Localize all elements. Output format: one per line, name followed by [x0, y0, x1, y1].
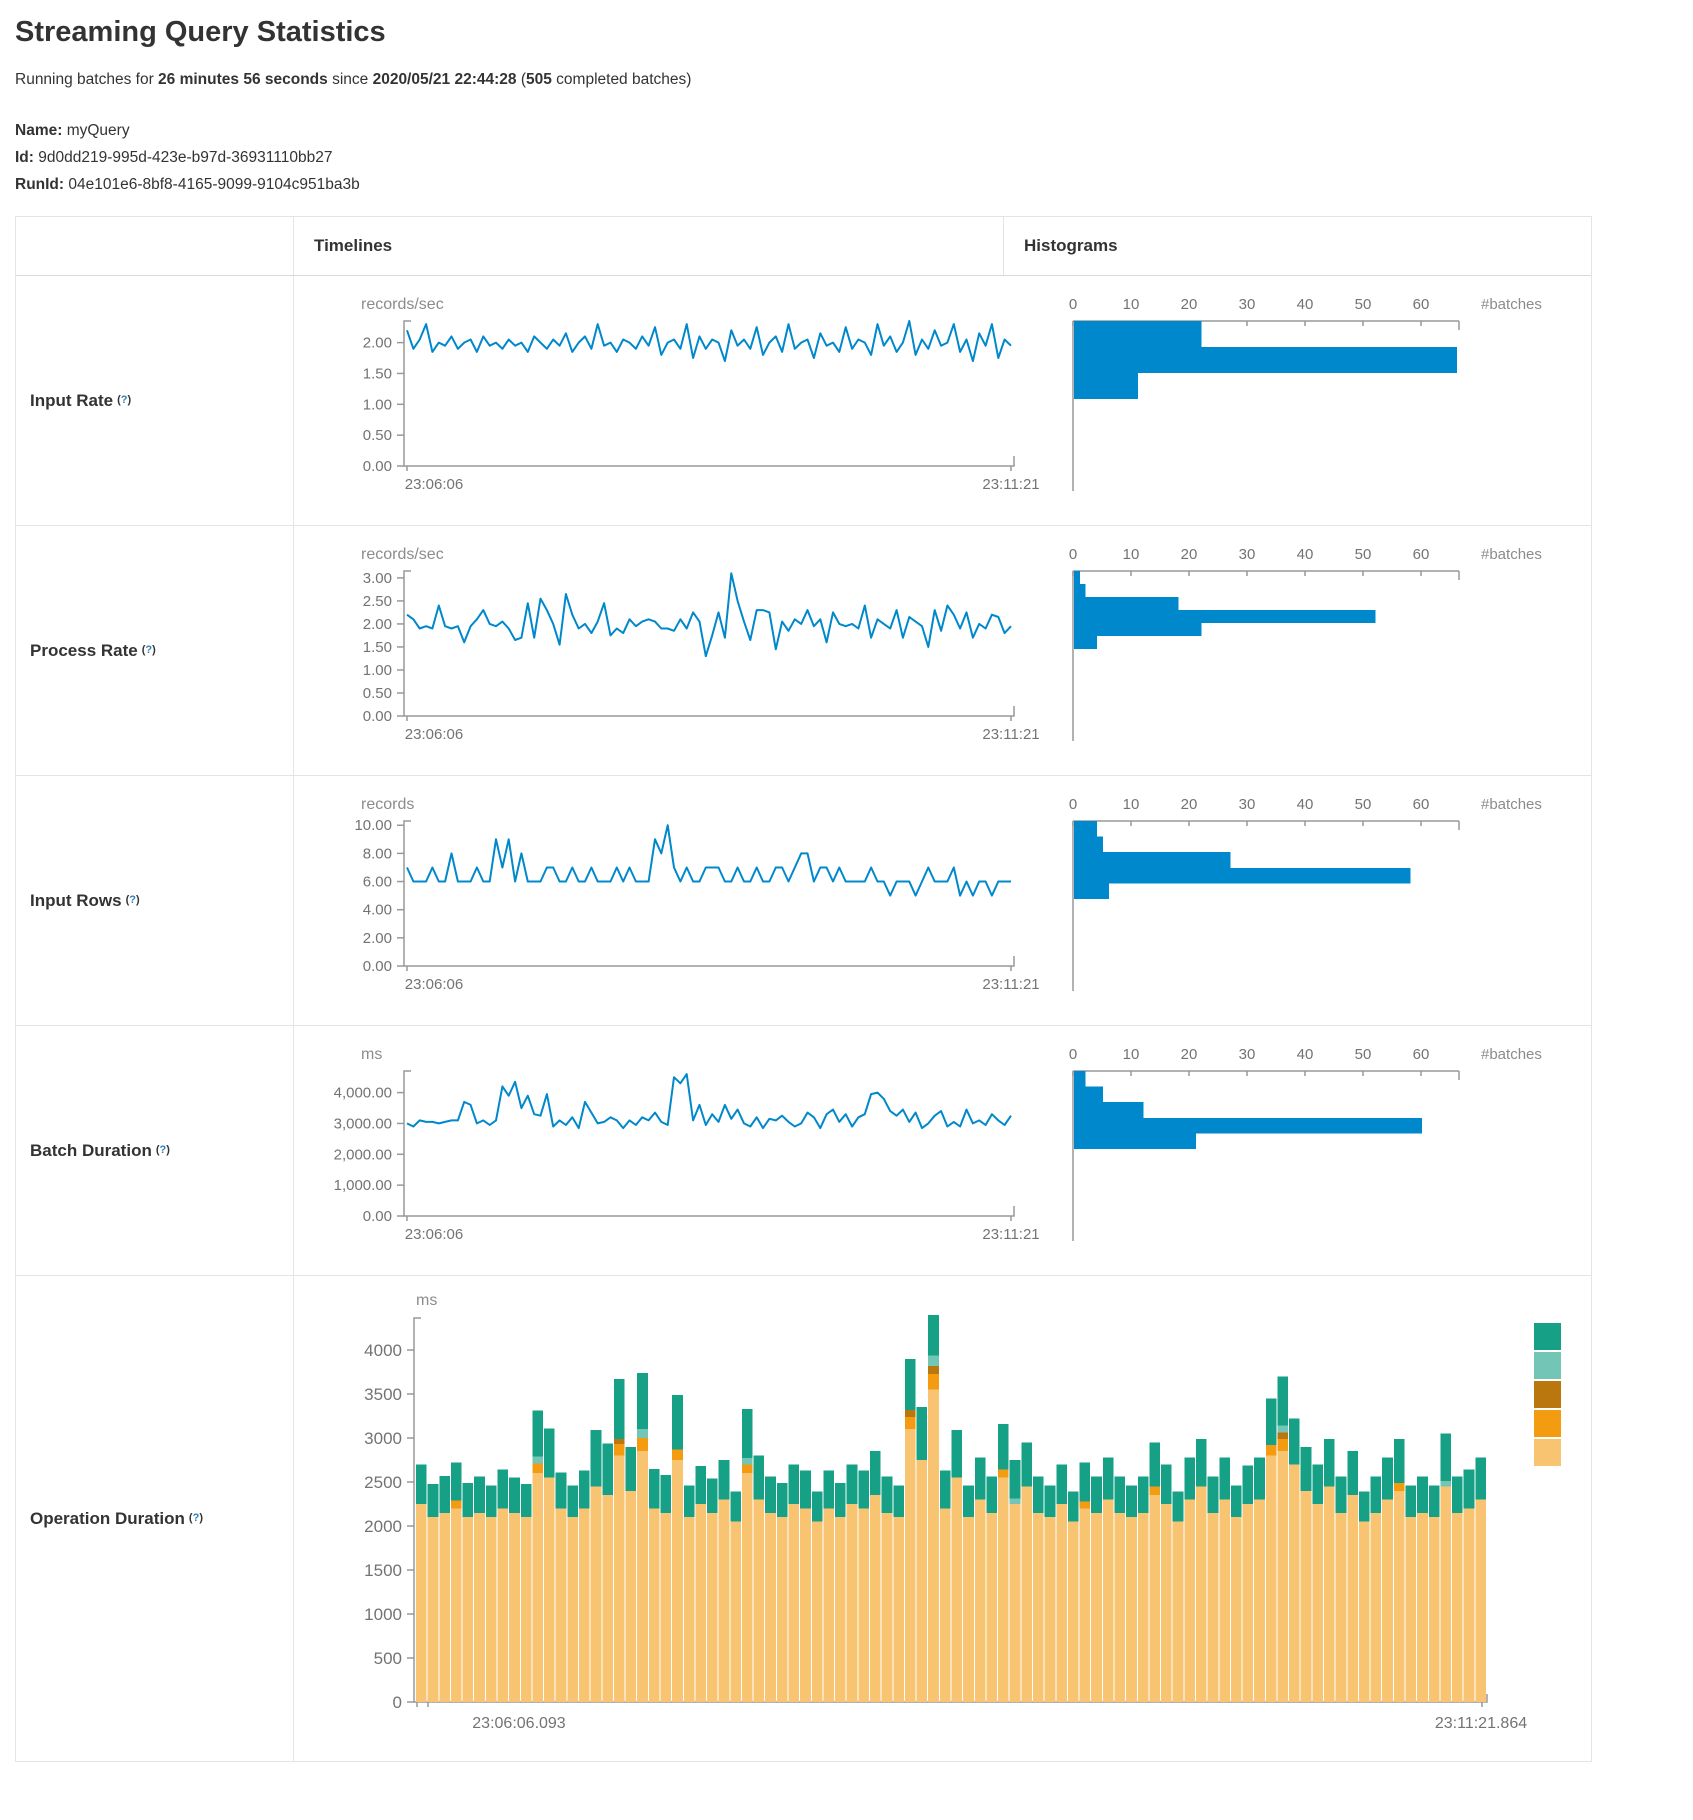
row-label-text: Batch Duration: [30, 1140, 152, 1160]
svg-text:0.00: 0.00: [362, 1208, 392, 1225]
svg-text:2,000.00: 2,000.00: [333, 1146, 392, 1164]
svg-text:3,000.00: 3,000.00: [333, 1115, 392, 1133]
svg-text:50: 50: [1354, 1046, 1372, 1063]
batch-duration-charts: [294, 1026, 1591, 1275]
svg-text:50: 50: [1354, 546, 1372, 563]
input-rate-charts: [294, 276, 1591, 525]
svg-text:23:06:06: 23:06:06: [404, 476, 464, 493]
summary-suffix: completed batches): [551, 71, 692, 88]
svg-text:2.50: 2.50: [362, 592, 392, 610]
help-icon[interactable]: (?): [117, 393, 132, 406]
row-label-text: Process Rate: [30, 640, 138, 660]
query-id-value: 9d0dd219-995d-423e-b97d-36931110bb27: [33, 149, 333, 166]
row-label-process-rate: [16, 526, 294, 775]
statistics-table-header: [16, 217, 1591, 276]
svg-text:30: 30: [1238, 1046, 1256, 1063]
svg-text:2500: 2500: [364, 1473, 402, 1492]
table-row-process-rate: [16, 526, 1591, 776]
svg-text:10: 10: [1122, 796, 1140, 813]
operation-duration-legend: [1534, 1323, 1561, 1466]
query-runid-line: [15, 171, 1678, 198]
svg-text:23:11:21: 23:11:21: [982, 726, 1040, 743]
svg-text:4,000.00: 4,000.00: [333, 1084, 392, 1102]
legend-swatch[interactable]: [1534, 1439, 1561, 1466]
svg-text:23:06:06.093: 23:06:06.093: [472, 1715, 566, 1732]
svg-text:23:11:21: 23:11:21: [982, 1226, 1040, 1243]
svg-text:60: 60: [1412, 546, 1430, 563]
query-id-line: [15, 144, 1678, 171]
process-rate-histogram-axes: [1073, 571, 1459, 741]
process-rate-charts: [294, 526, 1591, 775]
svg-text:20: 20: [1180, 1046, 1198, 1063]
svg-text:#batches: #batches: [1481, 546, 1542, 563]
row-label-batch-duration: [16, 1026, 294, 1275]
row-label-text: Input Rows: [30, 890, 122, 910]
svg-text:0: 0: [392, 1693, 402, 1712]
process-rate-histogram-bars: [1074, 571, 1376, 649]
legend-swatch[interactable]: [1534, 1323, 1561, 1350]
svg-text:20: 20: [1180, 296, 1198, 313]
svg-text:30: 30: [1238, 796, 1256, 813]
svg-text:30: 30: [1238, 546, 1256, 563]
running-batches-summary: [15, 71, 1678, 89]
summary-paren: (: [516, 71, 526, 88]
row-label-text: Operation Duration: [30, 1508, 185, 1528]
svg-text:#batches: #batches: [1481, 1046, 1542, 1063]
process-rate-timeline-line: [407, 573, 1011, 656]
batch-duration-histogram-bars: [1074, 1071, 1422, 1149]
svg-text:0.00: 0.00: [362, 458, 392, 475]
page-container: [0, 16, 1693, 1762]
batch-duration-timeline-axes: [397, 1071, 1014, 1221]
page-title: Streaming Query Statistics: [15, 16, 386, 48]
svg-text:60: 60: [1412, 296, 1430, 313]
header-timelines: Timelines: [314, 236, 393, 255]
process-rate-charts-svg: [294, 526, 1591, 775]
batch-duration-timeline-line: [407, 1074, 1011, 1128]
row-label-input-rate: [16, 276, 294, 525]
svg-text:0: 0: [1068, 296, 1078, 313]
legend-swatch[interactable]: [1534, 1381, 1561, 1408]
operation-duration-chart: [294, 1276, 1591, 1761]
svg-text:6.00: 6.00: [362, 873, 392, 891]
summary-prefix: Running batches for: [15, 71, 159, 88]
query-runid-label: RunId:: [15, 176, 65, 193]
svg-text:0.00: 0.00: [362, 708, 392, 725]
svg-text:30: 30: [1238, 296, 1256, 313]
svg-text:2000: 2000: [364, 1517, 402, 1536]
input-rows-histogram-bars: [1074, 821, 1410, 899]
query-metadata: [15, 117, 1678, 198]
svg-text:23:06:06: 23:06:06: [404, 726, 464, 743]
svg-text:0.00: 0.00: [362, 958, 392, 975]
svg-text:500: 500: [373, 1649, 402, 1668]
svg-text:ms: ms: [361, 1046, 383, 1063]
svg-text:4.00: 4.00: [362, 901, 392, 919]
svg-text:23:06:06: 23:06:06: [404, 976, 464, 993]
summary-duration: 26 minutes 56 seconds: [158, 71, 328, 88]
svg-text:2.00: 2.00: [362, 615, 392, 633]
svg-text:60: 60: [1412, 796, 1430, 813]
help-icon[interactable]: (?): [155, 1143, 170, 1156]
svg-text:20: 20: [1180, 796, 1198, 813]
svg-text:40: 40: [1296, 1046, 1314, 1063]
svg-text:8.00: 8.00: [362, 845, 392, 863]
svg-text:#batches: #batches: [1481, 296, 1542, 313]
svg-text:1.00: 1.00: [362, 661, 392, 679]
help-icon[interactable]: (?): [141, 643, 156, 656]
input-rows-charts: [294, 776, 1591, 1025]
svg-text:0.50: 0.50: [362, 427, 392, 445]
svg-text:40: 40: [1296, 796, 1314, 813]
input-rate-timeline-axes: [397, 321, 1014, 471]
svg-text:23:11:21: 23:11:21: [982, 476, 1040, 493]
operation-duration-stacked-bars: [416, 1315, 1486, 1702]
svg-text:records/sec: records/sec: [361, 546, 444, 563]
table-row-batch-duration: [16, 1026, 1591, 1276]
svg-text:0: 0: [1068, 796, 1078, 813]
process-rate-timeline-axes: [397, 571, 1014, 721]
svg-text:records: records: [361, 796, 415, 813]
row-label-text: Input Rate: [30, 390, 114, 410]
svg-text:23:11:21: 23:11:21: [982, 976, 1040, 993]
svg-text:1.50: 1.50: [362, 638, 392, 656]
summary-start-time: 2020/05/21 22:44:28: [372, 71, 517, 88]
header-empty-cell: [16, 217, 294, 275]
svg-text:records/sec: records/sec: [361, 296, 444, 313]
svg-text:10: 10: [1122, 546, 1140, 563]
svg-text:ms: ms: [416, 1292, 438, 1309]
query-id-label: Id:: [15, 149, 34, 166]
input-rate-timeline-line: [407, 321, 1011, 361]
input-rows-charts-svg: [294, 776, 1591, 1025]
svg-text:40: 40: [1296, 546, 1314, 563]
input-rows-histogram-axes: [1073, 821, 1459, 991]
input-rows-timeline-line: [407, 825, 1011, 895]
row-label-operation-duration: [16, 1276, 294, 1761]
svg-text:23:11:21.864: 23:11:21.864: [1434, 1715, 1528, 1732]
svg-text:0.50: 0.50: [362, 684, 392, 702]
header-histograms: Histograms: [1003, 217, 1118, 275]
svg-text:23:06:06: 23:06:06: [404, 1226, 464, 1243]
svg-text:40: 40: [1296, 296, 1314, 313]
query-name-value: myQuery: [62, 122, 130, 139]
legend-swatch[interactable]: [1534, 1352, 1561, 1379]
summary-middle: since: [327, 71, 373, 88]
table-row-input-rate: [16, 276, 1591, 526]
svg-text:10: 10: [1122, 296, 1140, 313]
input-rows-timeline-axes: [397, 821, 1014, 971]
svg-text:10.00: 10.00: [354, 817, 392, 835]
summary-batch-count: 505: [525, 71, 552, 88]
table-row-input-rows: [16, 776, 1591, 1026]
query-name-label: Name:: [15, 122, 63, 139]
svg-text:3000: 3000: [364, 1429, 402, 1448]
row-label-input-rows: [16, 776, 294, 1025]
svg-text:3.00: 3.00: [362, 569, 392, 587]
svg-text:10: 10: [1122, 1046, 1140, 1063]
query-name-line: [15, 117, 1678, 144]
batch-duration-charts-svg: [294, 1026, 1591, 1275]
batch-duration-histogram-axes: [1073, 1071, 1459, 1241]
svg-text:1000: 1000: [364, 1605, 402, 1624]
svg-text:0: 0: [1068, 546, 1078, 563]
statistics-table: [15, 216, 1592, 1762]
svg-text:1500: 1500: [364, 1561, 402, 1580]
svg-text:1.50: 1.50: [362, 365, 392, 383]
query-runid-value: 04e101e6-8bf8-4165-9099-9104c951ba3b: [64, 176, 360, 193]
svg-text:1.00: 1.00: [362, 396, 392, 414]
svg-text:0: 0: [1068, 1046, 1078, 1063]
svg-text:20: 20: [1180, 546, 1198, 563]
help-icon[interactable]: (?): [125, 893, 140, 906]
input-rate-histogram-bars: [1074, 321, 1457, 399]
operation-duration-chart-svg: [294, 1276, 1591, 1760]
svg-text:3500: 3500: [364, 1385, 402, 1404]
svg-text:60: 60: [1412, 1046, 1430, 1063]
svg-text:50: 50: [1354, 796, 1372, 813]
svg-text:#batches: #batches: [1481, 796, 1542, 813]
svg-text:2.00: 2.00: [362, 334, 392, 352]
svg-text:2.00: 2.00: [362, 929, 392, 947]
legend-swatch[interactable]: [1534, 1410, 1561, 1437]
table-row-operation-duration: [16, 1276, 1591, 1761]
svg-text:50: 50: [1354, 296, 1372, 313]
help-icon[interactable]: (?): [188, 1511, 203, 1524]
input-rate-charts-svg: [294, 276, 1591, 525]
svg-text:1,000.00: 1,000.00: [333, 1177, 392, 1195]
svg-text:4000: 4000: [364, 1341, 402, 1360]
